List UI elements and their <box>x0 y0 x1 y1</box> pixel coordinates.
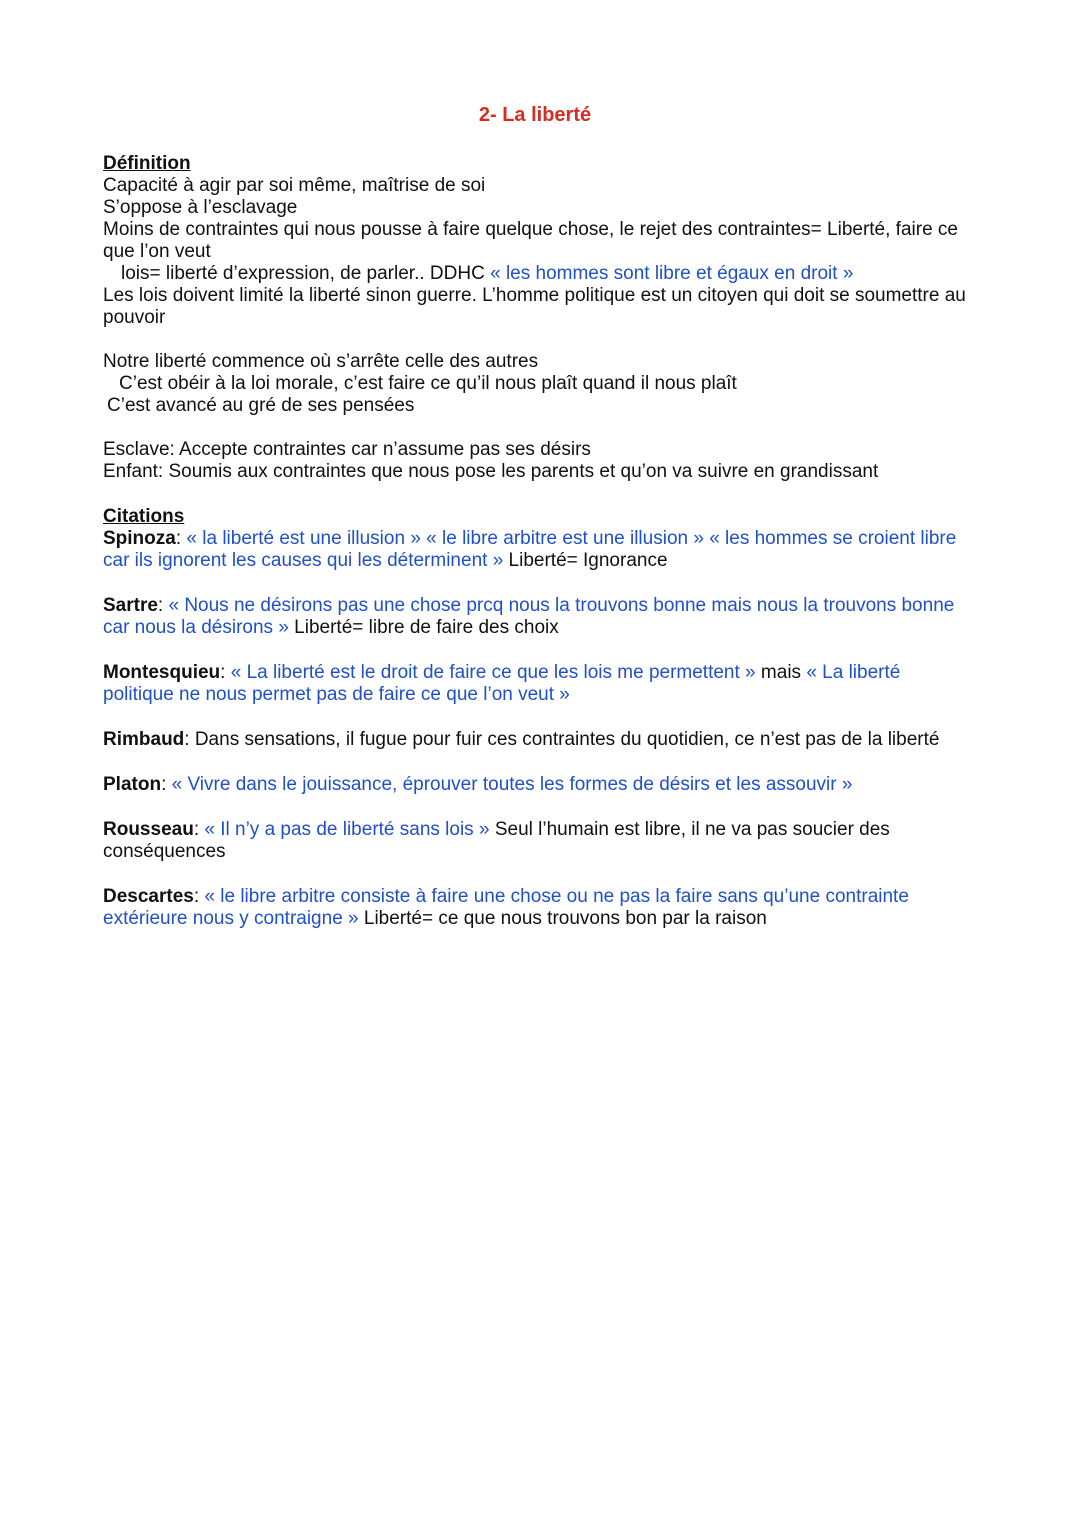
comment: mais <box>755 662 807 683</box>
quote: « La liberté politique ne nous permet pas de faire ce que l’on veut » <box>103 662 901 705</box>
esclave-line: Esclave: Accepte contraintes car n’assume pas ses désirs <box>103 439 591 460</box>
author-name: Sartre <box>103 595 158 616</box>
separator: : <box>175 528 187 549</box>
comment: Seul l’humain est libre, il ne va pas soucier des conséquences <box>103 819 890 862</box>
definition-line: Moins de contraintes qui nous pousse à faire quelque chose, le rejet des contraintes= Liberté, faire ce que l’on veut <box>103 219 958 262</box>
quote: « La liberté est le droit de faire ce que les lois me permettent » <box>230 662 756 683</box>
author-name: Spinoza <box>103 528 176 549</box>
separator: : <box>193 886 205 907</box>
author-name: Rimbaud <box>103 729 185 750</box>
comment: Liberté= ce que nous trouvons bon par la raison <box>358 908 767 929</box>
citation-spinoza <box>103 528 973 572</box>
lois-text: Les lois doivent limité la liberté sinon guerre. L’homme politique est un citoyen qui doit se soumettre au pouvoir <box>103 285 966 328</box>
citation-rimbaud <box>103 729 973 751</box>
citation-rousseau <box>103 819 973 863</box>
quote: « Il n’y a pas de liberté sans lois » <box>204 819 490 840</box>
note-line: C’est obéir à la loi morale, c’est faire ce qu’il nous plaît quand il nous plaît <box>119 373 737 394</box>
separator: : <box>157 595 169 616</box>
note-line: C’est avancé au gré de ses pensées <box>107 395 415 416</box>
separator: : <box>161 774 172 795</box>
separator: : <box>220 662 231 683</box>
lois-line <box>103 263 973 285</box>
author-name: Platon <box>103 774 162 795</box>
lois-prefix: lois= liberté d’expression, de parler.. DDHC <box>121 263 491 284</box>
comment: Liberté= Ignorance <box>503 550 668 571</box>
author-name: Descartes <box>103 886 194 907</box>
author-name: Rousseau <box>103 819 194 840</box>
definition-line: S’oppose à l’esclavage <box>103 197 298 218</box>
citations-heading: Citations <box>103 506 185 527</box>
quote: « Vivre dans le jouissance, éprouver toutes les formes de désirs et les assouvir » <box>171 774 853 795</box>
author-name: Montesquieu <box>103 662 221 683</box>
quote: « la liberté est une illusion » « le libre arbitre est une illusion » « les hommes se croient libre car ils ignorent les causes qui les déterminent » <box>103 528 957 571</box>
definition-heading: Définition <box>103 153 191 174</box>
comment: Liberté= libre de faire des choix <box>288 617 559 638</box>
ddhc-quote: « les hommes sont libre et égaux en droit » <box>490 263 854 284</box>
definition-line: Capacité à agir par soi même, maîtrise de soi <box>103 175 486 196</box>
citation-sartre <box>103 595 973 639</box>
note-line: Notre liberté commence où s’arrête celle des autres <box>103 351 539 372</box>
comment: : Dans sensations, il fugue pour fuir ces contraintes du quotidien, ce n’est pas de la liberté <box>184 729 940 750</box>
enfant-line: Enfant: Soumis aux contraintes que nous pose les parents et qu’on va suivre en grandissant <box>103 461 879 482</box>
citation-platon <box>103 774 973 796</box>
quote: « le libre arbitre consiste à faire une chose ou ne pas la faire sans qu’une contrainte extérieure nous y contraigne » <box>103 886 909 929</box>
citation-descartes <box>103 886 973 930</box>
page-title: 2- La liberté <box>478 104 592 126</box>
quote: « Nous ne désirons pas une chose prcq nous la trouvons bonne mais nous la trouvons bonne car nous la désirons » <box>103 595 955 638</box>
citation-montesquieu <box>103 662 973 706</box>
document-page <box>103 103 973 953</box>
separator: : <box>193 819 205 840</box>
